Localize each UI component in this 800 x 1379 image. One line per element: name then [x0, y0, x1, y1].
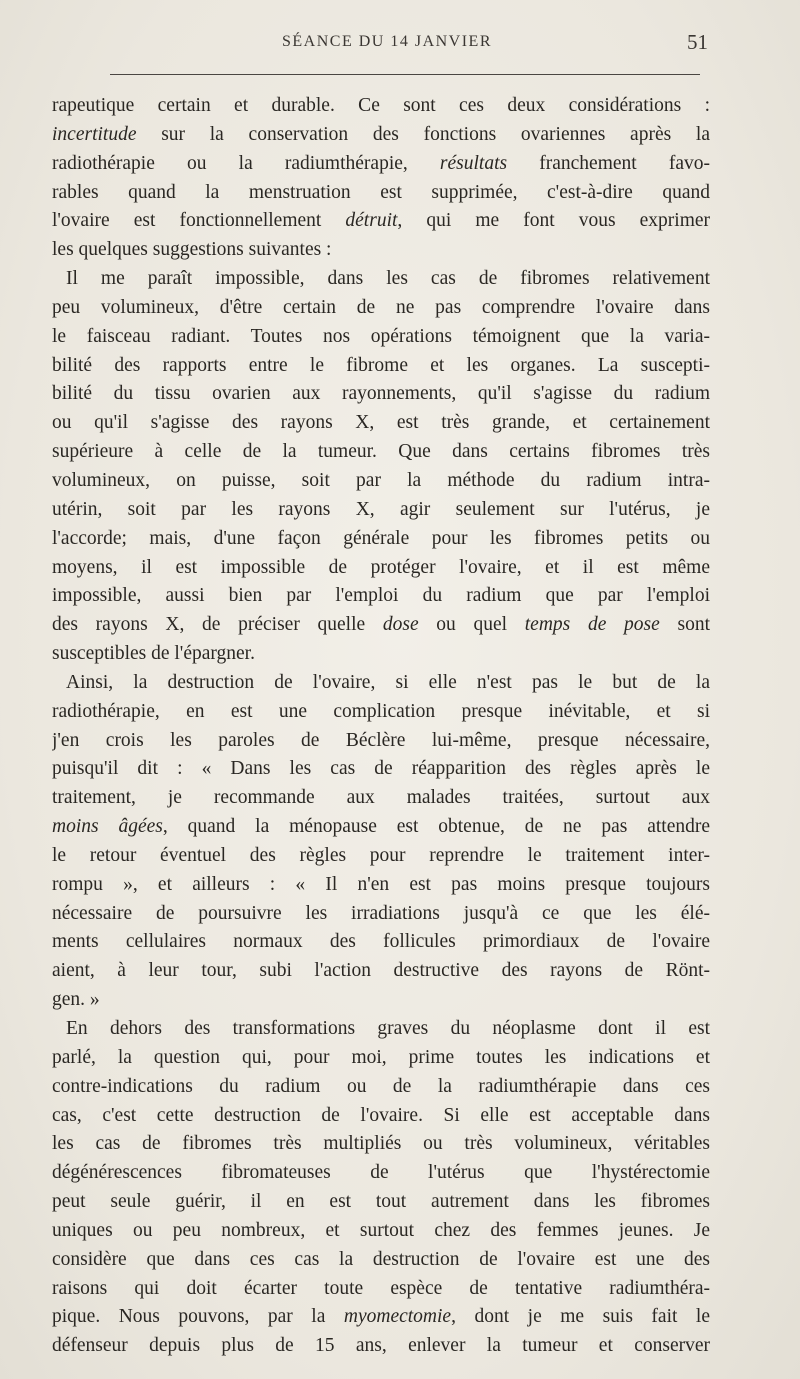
text-line — [52, 640, 710, 669]
text-line — [52, 380, 710, 409]
italic-text: moins âgées — [52, 816, 163, 838]
text-run: franchement favo- — [507, 152, 710, 174]
text-run: rompu », et ailleurs : « Il n'en est pas moins presque toujours — [52, 873, 710, 895]
text-run: moyens, il est impossible de protéger l'ovaire, et il est même — [52, 556, 710, 578]
italic-text: dose — [382, 614, 419, 636]
text-run: , qui me font vous exprimer — [397, 210, 710, 232]
page-number: 51 — [687, 30, 708, 54]
italic-text: détruit — [345, 210, 398, 232]
italic-text: myomectomie — [343, 1306, 452, 1328]
text-line — [52, 1332, 710, 1361]
text-line — [52, 957, 710, 986]
text-run: radiothérapie ou la radiumthérapie, — [52, 152, 440, 174]
text-line — [52, 236, 710, 265]
text-line — [52, 150, 710, 179]
text-line — [52, 611, 710, 640]
text-line — [52, 1015, 710, 1044]
body-text — [52, 92, 710, 1361]
text-line — [52, 352, 710, 381]
text-line — [52, 900, 710, 929]
text-run: radiothérapie, en est une complication presque inévitable, et si — [52, 700, 710, 722]
text-run: des rayons X, de préciser quelle — [52, 614, 383, 636]
text-line — [52, 1275, 710, 1304]
text-line — [52, 871, 710, 900]
text-run: rables quand la menstruation est supprimée, c'est-à-dire quand — [52, 181, 710, 203]
text-line — [52, 784, 710, 813]
text-line — [52, 294, 710, 323]
text-line — [52, 323, 710, 352]
text-run: le faisceau radiant. Toutes nos opérations témoignent que la varia- — [52, 325, 710, 347]
text-line — [52, 1303, 710, 1332]
text-run: bilité des rapports entre le fibrome et les organes. La suscepti- — [52, 354, 710, 376]
text-line — [52, 813, 710, 842]
text-line — [52, 1130, 710, 1159]
text-run: défenseur depuis plus de 15 ans, enlever la tumeur et conserver — [52, 1335, 710, 1357]
text-line — [52, 1217, 710, 1246]
text-line — [52, 92, 710, 121]
text-run: rapeutique certain et durable. Ce sont ces deux considérations : — [52, 95, 710, 116]
text-run: ments cellulaires normaux des follicules primordiaux de l'ovaire — [52, 931, 710, 953]
text-run: dégénérescences fibromateuses de l'utérus que l'hystérectomie — [52, 1162, 710, 1184]
text-run: sont — [659, 614, 710, 636]
text-run: traitement, je recommande aux malades traitées, surtout aux — [52, 787, 710, 809]
text-run: gen. » — [52, 989, 100, 1011]
text-run: le retour éventuel des règles pour reprendre le traitement inter- — [52, 844, 710, 866]
text-run: Ainsi, la destruction de l'ovaire, si elle n'est pas le but de la — [66, 671, 710, 693]
italic-text: incertitude — [52, 123, 137, 145]
text-run: les cas de fibromes très multipliés ou très volumineux, véritables — [52, 1133, 710, 1155]
text-line — [52, 207, 710, 236]
text-line — [52, 842, 710, 871]
text-line — [52, 986, 710, 1015]
text-run: , dont je me suis fait le — [451, 1306, 710, 1328]
text-run: peu volumineux, d'être certain de ne pas comprendre l'ovaire dans — [52, 296, 710, 318]
text-line — [52, 1073, 710, 1102]
text-line — [52, 1044, 710, 1073]
text-run: pique. Nous pouvons, par la — [52, 1306, 344, 1328]
text-line — [52, 121, 710, 150]
text-line — [52, 525, 710, 554]
text-run: parlé, la question qui, pour moi, prime toutes les indications et — [52, 1046, 710, 1068]
text-run: Il me paraît impossible, dans les cas de fibromes relativement — [66, 268, 710, 290]
text-run: bilité du tissu ovarien aux rayonnements, qu'il s'agisse du radium — [52, 383, 710, 405]
text-run: l'accorde; mais, d'une façon générale pour les fibromes petits ou — [52, 527, 710, 549]
text-line — [52, 265, 710, 294]
text-line — [52, 755, 710, 784]
text-line — [52, 698, 710, 727]
running-head: SÉANCE DU 14 JANVIER — [282, 33, 492, 50]
text-line — [52, 179, 710, 208]
text-run: cas, c'est cette destruction de l'ovaire. Si elle est acceptable dans — [52, 1104, 710, 1126]
italic-text: résultats — [439, 152, 508, 174]
text-run: l'ovaire est fonctionnellement — [52, 210, 346, 232]
text-run: peut seule guérir, il en est tout autrement dans les fibromes — [52, 1191, 710, 1213]
italic-text: temps de pose — [524, 614, 660, 636]
text-line — [52, 669, 710, 698]
text-line — [52, 554, 710, 583]
text-line — [52, 1188, 710, 1217]
text-run: considère que dans ces cas la destruction de l'ovaire est une des — [52, 1248, 710, 1270]
text-line — [52, 727, 710, 756]
text-run: ou qu'il s'agisse des rayons X, est très grande, et certainement — [52, 412, 710, 434]
header-rule — [110, 74, 700, 75]
text-run: puisqu'il dit : « Dans les cas de réapparition des règles après le — [52, 758, 710, 780]
text-run: uniques ou peu nombreux, et surtout chez des femmes jeunes. Je — [52, 1219, 710, 1241]
text-run: raisons qui doit écarter toute espèce de tentative radiumthéra- — [52, 1277, 710, 1299]
text-line — [52, 496, 710, 525]
text-line — [52, 409, 710, 438]
text-line — [52, 467, 710, 496]
text-run: j'en crois les paroles de Béclère lui-même, presque nécessaire, — [52, 729, 710, 751]
text-line — [52, 582, 710, 611]
text-line — [52, 1246, 710, 1275]
page-header — [66, 30, 708, 60]
text-line — [52, 1102, 710, 1131]
text-run: susceptibles de l'épargner. — [52, 643, 255, 665]
text-run: volumineux, on puisse, soit par la méthode du radium intra- — [52, 469, 710, 491]
text-run: En dehors des transformations graves du néoplasme dont il est — [66, 1018, 710, 1039]
text-run: supérieure à celle de la tumeur. Que dans certains fibromes très — [52, 441, 710, 463]
text-run: impossible, aussi bien par l'emploi du radium que par l'emploi — [52, 585, 710, 607]
text-run: nécessaire de poursuivre les irradiations jusqu'à ce que les élé- — [52, 902, 710, 924]
text-line — [52, 438, 710, 467]
text-line — [52, 1159, 710, 1188]
text-line — [52, 928, 710, 957]
text-run: , quand la ménopause est obtenue, de ne pas attendre — [162, 816, 710, 838]
text-run: ou quel — [418, 614, 525, 636]
text-run: contre-indications du radium ou de la radiumthérapie dans ces — [52, 1075, 710, 1097]
text-run: sur la conservation des fonctions ovariennes après la — [136, 123, 710, 145]
text-run: aient, à leur tour, subi l'action destructive des rayons de Rönt- — [52, 960, 710, 982]
text-run: les quelques suggestions suivantes : — [52, 239, 332, 261]
text-run: utérin, soit par les rayons X, agir seulement sur l'utérus, je — [52, 498, 710, 520]
